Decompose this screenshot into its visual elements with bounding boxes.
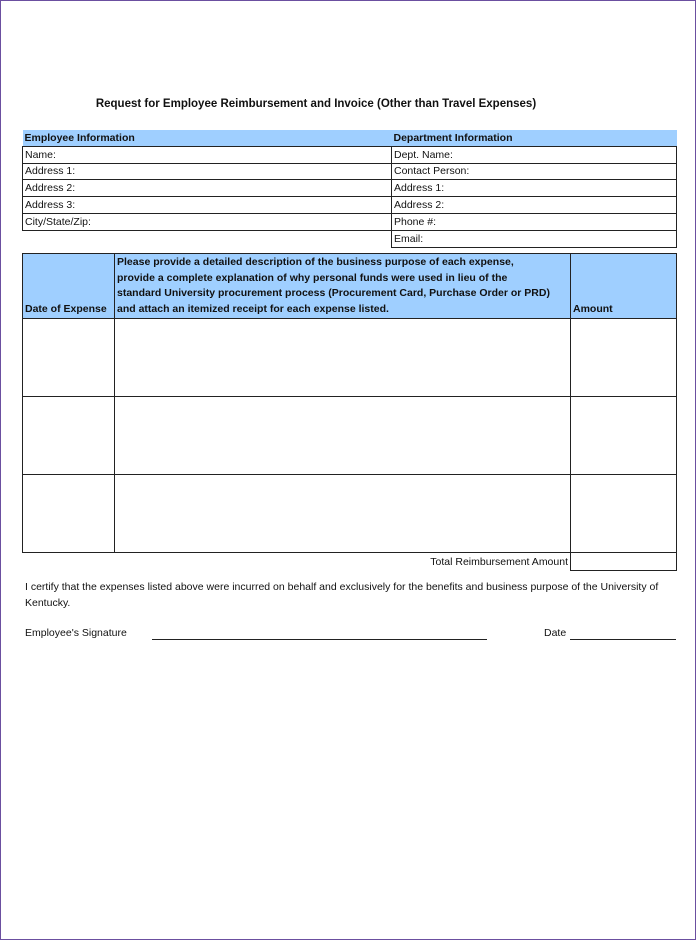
phone-field[interactable]: Phone #: [392,213,677,230]
employee-signature-line[interactable] [152,639,487,640]
expense-amount-cell[interactable] [571,319,677,397]
blank-cell [23,553,115,571]
contact-person-field[interactable]: Contact Person: [392,163,677,180]
employee-address2-field[interactable]: Address 2: [23,180,392,197]
dept-address1-field[interactable]: Address 1: [392,180,677,197]
description-line: Please provide a detailed description of the business purpose of each expense, [117,256,514,268]
employee-info-header: Employee Information [23,130,392,146]
total-reimbursement-amount-cell[interactable] [571,553,677,571]
description-line: standard University procurement process (Procurement Card, Purchase Order or PRD) [117,287,550,299]
date-line[interactable] [570,639,676,640]
certification-text: I certify that the expenses listed above were incurred on behalf and exclusively for the benefits and business purpose of the University of Kentucky. [25,581,659,609]
expense-description-cell[interactable] [115,319,571,397]
expense-date-cell[interactable] [23,319,115,397]
description-line: and attach an itemized receipt for each expense listed. [117,302,389,315]
expense-description-cell[interactable] [115,397,571,475]
employee-address1-field[interactable]: Address 1: [23,163,392,180]
email-field[interactable]: Email: [392,230,677,247]
description-line: provide a complete explanation of why personal funds were used in lieu of the [117,271,508,284]
expense-date-cell[interactable] [23,475,115,553]
info-table [22,130,677,248]
dept-address2-field[interactable]: Address 2: [392,197,677,214]
description-header [115,254,571,319]
employee-name-field[interactable]: Name: [23,146,392,163]
date-of-expense-header: Date of Expense [23,254,115,319]
date-label: Date [544,627,567,639]
empty-cell [23,230,392,247]
amount-header: Amount [571,254,677,319]
expense-description-cell[interactable] [115,475,571,553]
expense-amount-cell[interactable] [571,475,677,553]
total-reimbursement-label: Total Reimbursement Amount [430,555,568,568]
dept-name-field[interactable]: Dept. Name: [392,146,677,163]
employee-address3-field[interactable]: Address 3: [23,197,392,214]
expense-row [23,319,677,397]
expense-table [22,253,677,571]
employee-signature-label: Employee's Signature [25,627,127,639]
form-title: Request for Employee Reimbursement and Invoice (Other than Travel Expenses) [95,98,537,110]
expense-amount-cell[interactable] [571,397,677,475]
employee-city-state-zip-field[interactable]: City/State/Zip: [23,213,392,230]
department-info-header: Department Information [392,130,677,146]
expense-row [23,397,677,475]
expense-date-cell[interactable] [23,397,115,475]
expense-row [23,475,677,553]
